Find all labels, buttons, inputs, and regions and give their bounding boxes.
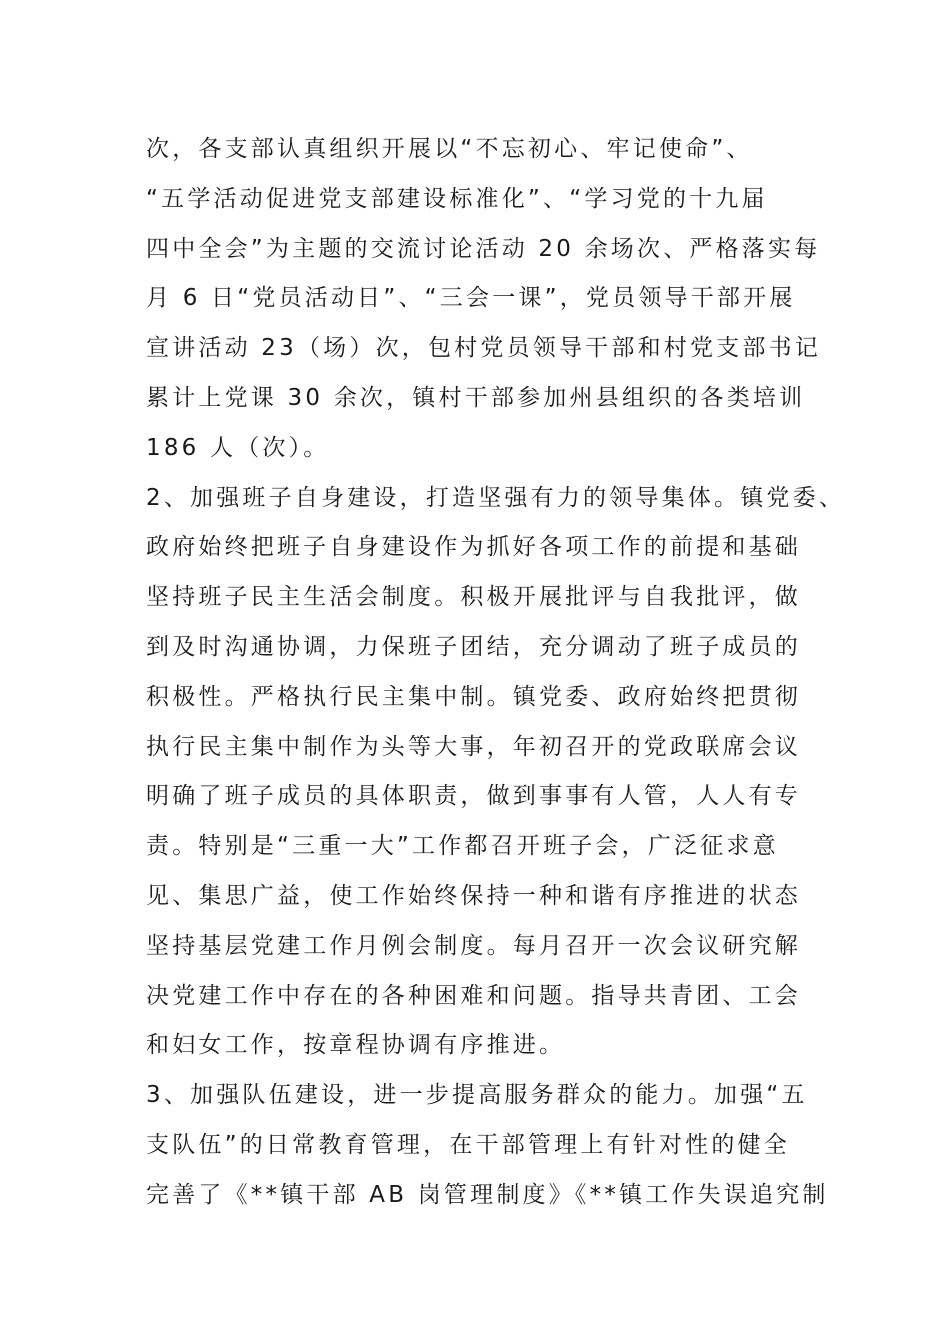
text-line: 完善了《**镇干部 AB 岗管理制度》《**镇工作失误追究制 [146, 1181, 829, 1208]
text-line: 明确了班子成员的具体职责，做到事事有人管，人人有专 [146, 783, 801, 810]
text-line: “五学活动促进党支部建设标准化”、“学习党的十九届 [146, 185, 768, 212]
text-line: 宣讲活动 23（场）次，包村党员领导干部和村党支部书记 [146, 335, 821, 362]
section-3-heading-line: 3、加强队伍建设，进一步提高服务群众的能力。加强“五 [146, 1082, 808, 1109]
text-line: 积极性。严格执行民主集中制。镇党委、政府始终把贯彻 [146, 683, 801, 710]
text-line: 累计上党课 30 余次，镇村干部参加州县组织的各类培训 [146, 384, 806, 411]
text-line: 次，各支部认真组织开展以“不忘初心、牢记使命”、 [146, 136, 753, 162]
text-line: 执行民主集中制作为头等大事，年初召开的党政联席会议 [146, 733, 801, 760]
text-line: 政府始终把班子自身建设作为抓好各项工作的前提和基础 [146, 534, 801, 561]
text-line: 坚持班子民主生活会制度。积极开展批评与自我批评，做 [146, 584, 801, 611]
text-line: 坚持基层党建工作月例会制度。每月召开一次会议研究解 [146, 932, 801, 959]
text-line: 月 6 日“党员活动日”、“三会一课”，党员领导干部开展 [146, 285, 796, 312]
text-line: 支队伍”的日常教育管理，在干部管理上有针对性的健全 [146, 1131, 790, 1158]
section-2-heading-line: 2、加强班子自身建设，打造坚强有力的领导集体。镇党委、 [146, 484, 846, 511]
text-line: 决党建工作中存在的各种困难和问题。指导共青团、工会 [146, 982, 801, 1009]
body-text [146, 125, 866, 1221]
text-line: 186 人（次）。 [146, 434, 330, 461]
text-line: 和妇女工作，按章程协调有序推进。 [146, 1032, 566, 1059]
text-line: 责。特别是“三重一大”工作都召开班子会，广泛征求意 [146, 833, 779, 860]
text-line: 见、集思广益，使工作始终保持一种和谐有序推进的状态 [146, 882, 801, 909]
text-line: 到及时沟通协调，力保班子团结，充分调动了班子成员的 [146, 633, 801, 660]
text-line: 四中全会”为主题的交流讨论活动 20 余场次、严格落实每 [146, 235, 821, 262]
